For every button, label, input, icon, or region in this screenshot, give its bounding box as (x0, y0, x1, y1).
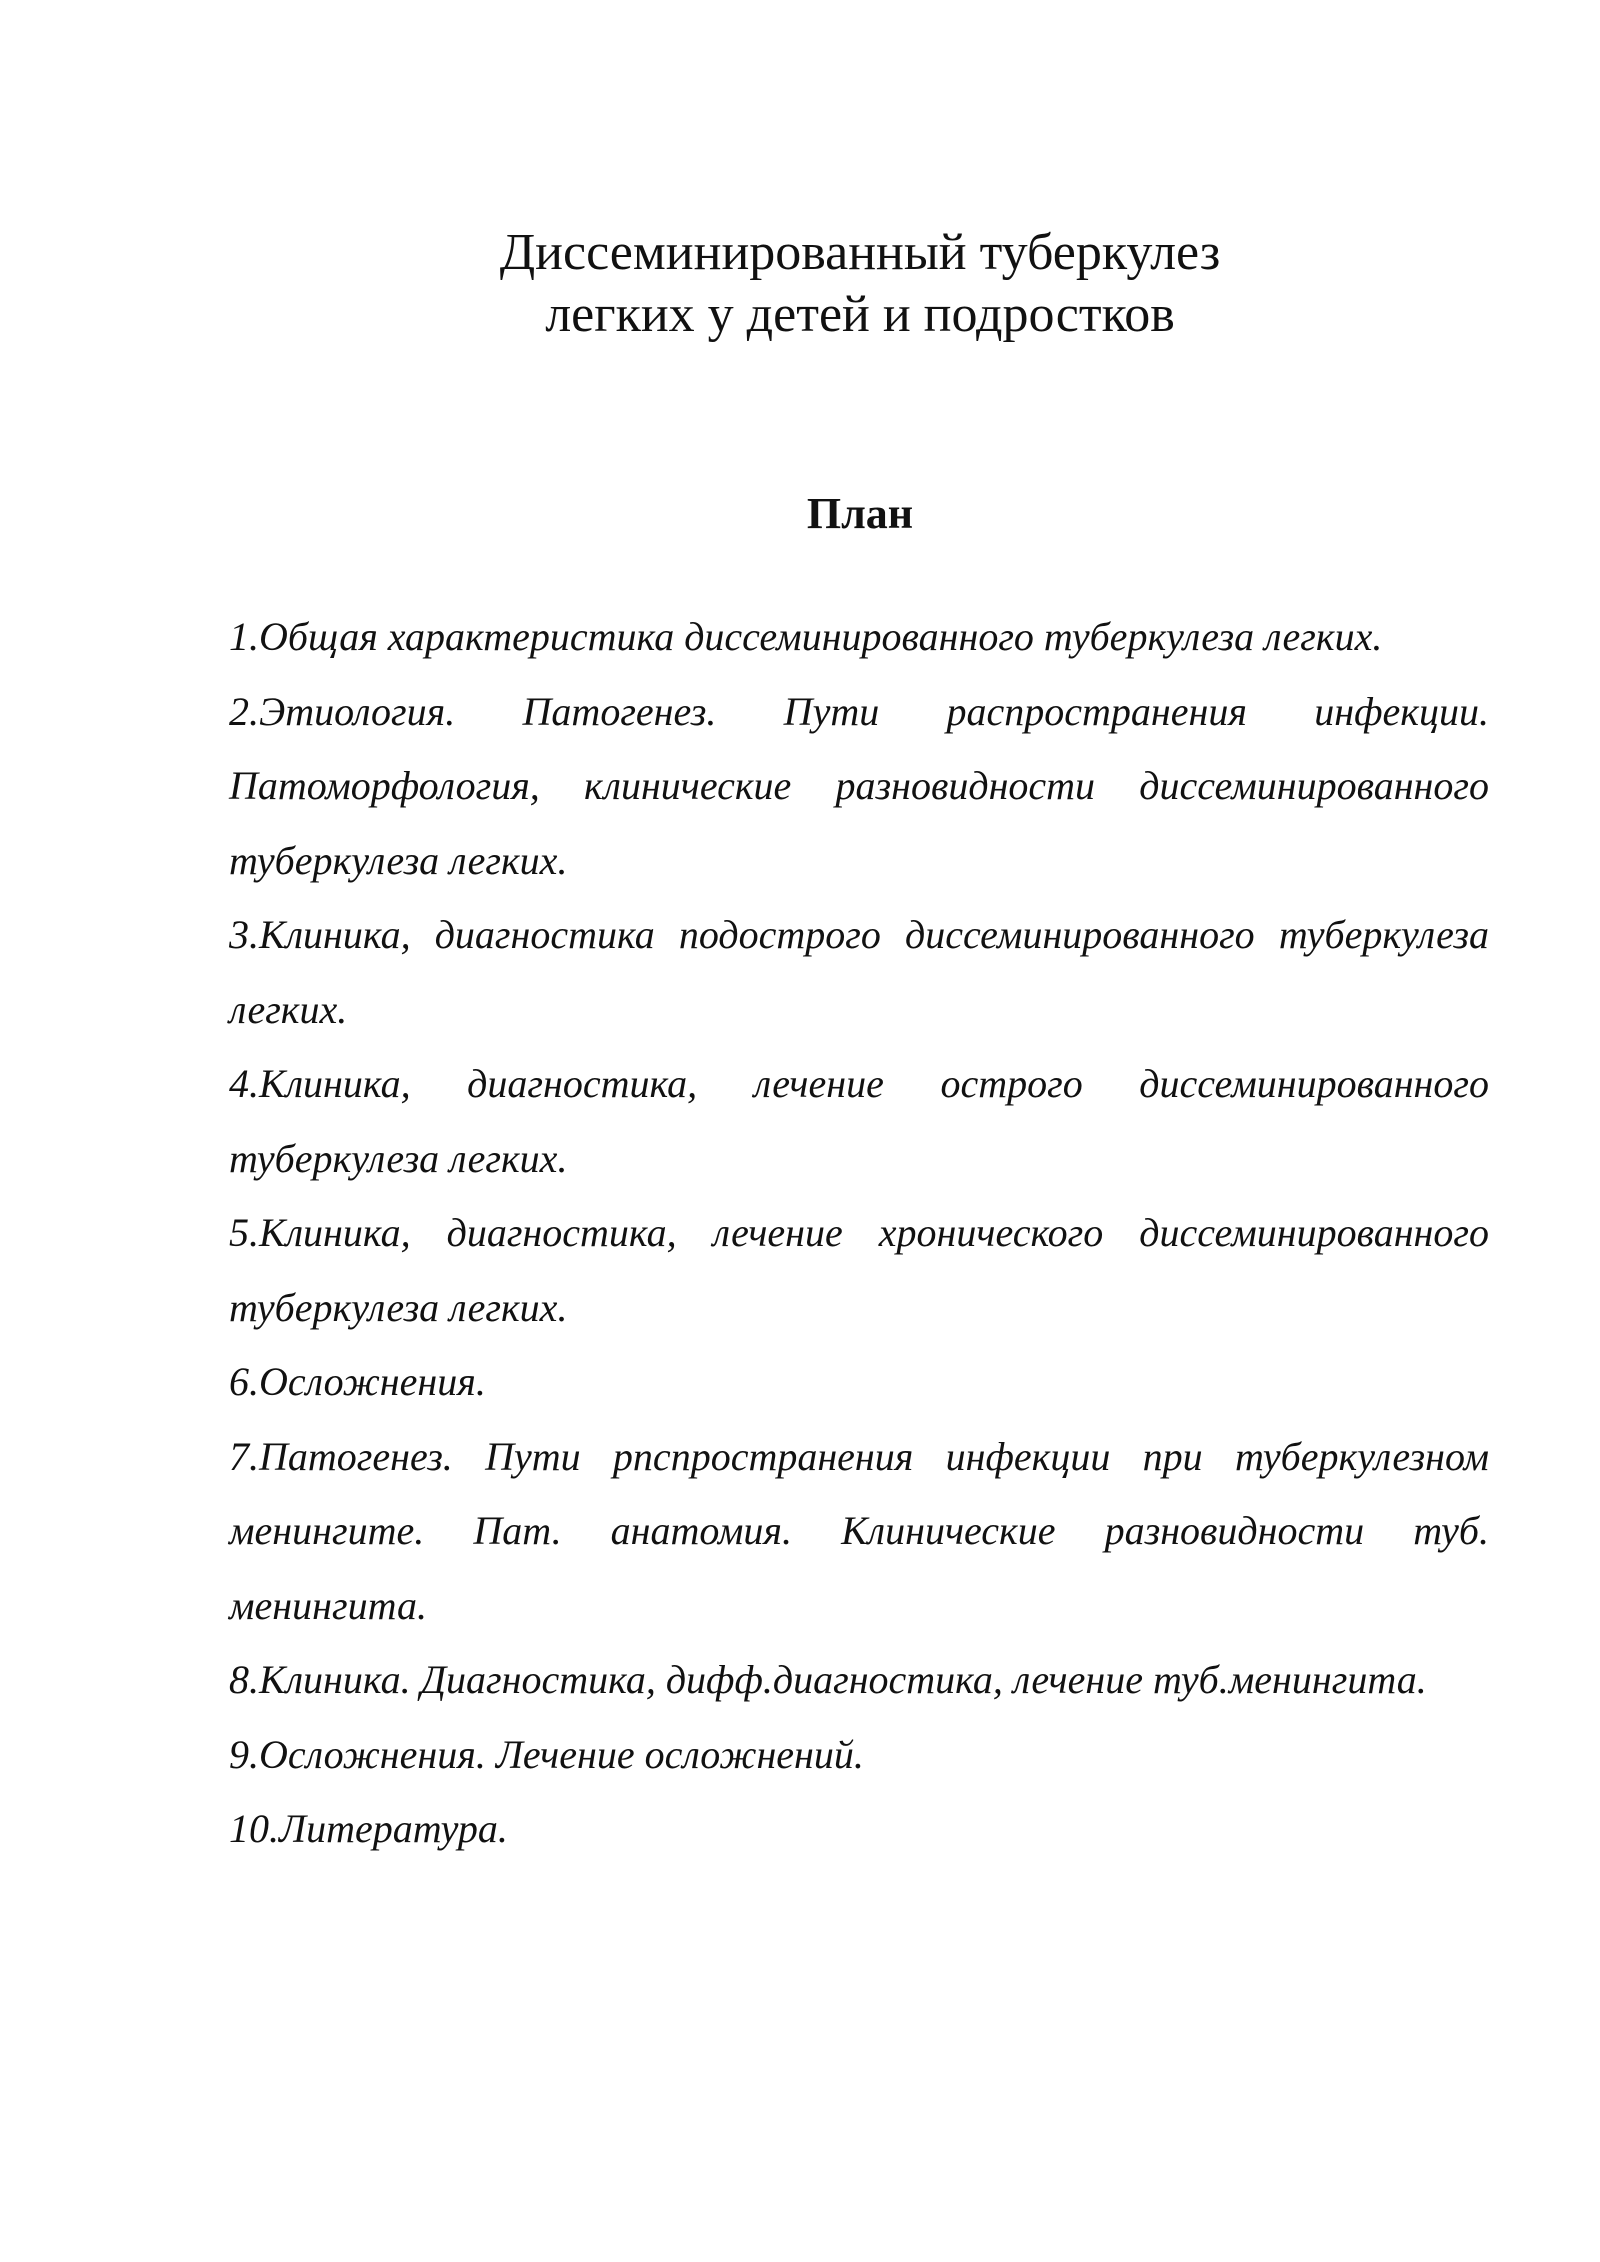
plan-item: 8.Клиника. Диагностика, дифф.диагностика, лечение туб.менингита. (229, 1657, 1427, 1702)
document-title-line-1: Диссеминированный туберкулез (499, 224, 1221, 281)
plan-item: 3.Клиника, диагностика подострого диссеминированного туберкулеза легких. (229, 912, 1489, 1032)
plan-item: 2.Этиология. Патогенез. Пути распространения инфекции. Патоморфология, клинические разновидности диссеминированного туберкулеза легких. (229, 688, 1489, 883)
plan-item: 9.Осложнения. Лечение осложнений. (229, 1731, 864, 1777)
plan-item: 7.Патогенез. Пути рпспространения инфекции при туберкулезном менингите. Пат. анатомия. Клинические разновидности туб. менингита. (229, 1433, 1489, 1628)
plan-item: 6.Осложнения. (229, 1359, 486, 1404)
plan-list (229, 600, 1489, 1867)
document-title-line-2: легких у детей и подростков (545, 286, 1175, 343)
plan-item: 4.Клиника, диагностика, лечение острого диссеминированного туберкулеза легких. (229, 1061, 1489, 1181)
plan-item: 5.Клиника, диагностика, лечение хронического диссеминированного туберкулеза легких. (229, 1210, 1489, 1330)
plan-item: 10.Литература. (229, 1806, 508, 1851)
plan-item: 1.Общая характеристика диссеминированного туберкулеза легких. (229, 614, 1383, 659)
plan-heading: План (806, 489, 914, 538)
document-title (0, 222, 1600, 346)
